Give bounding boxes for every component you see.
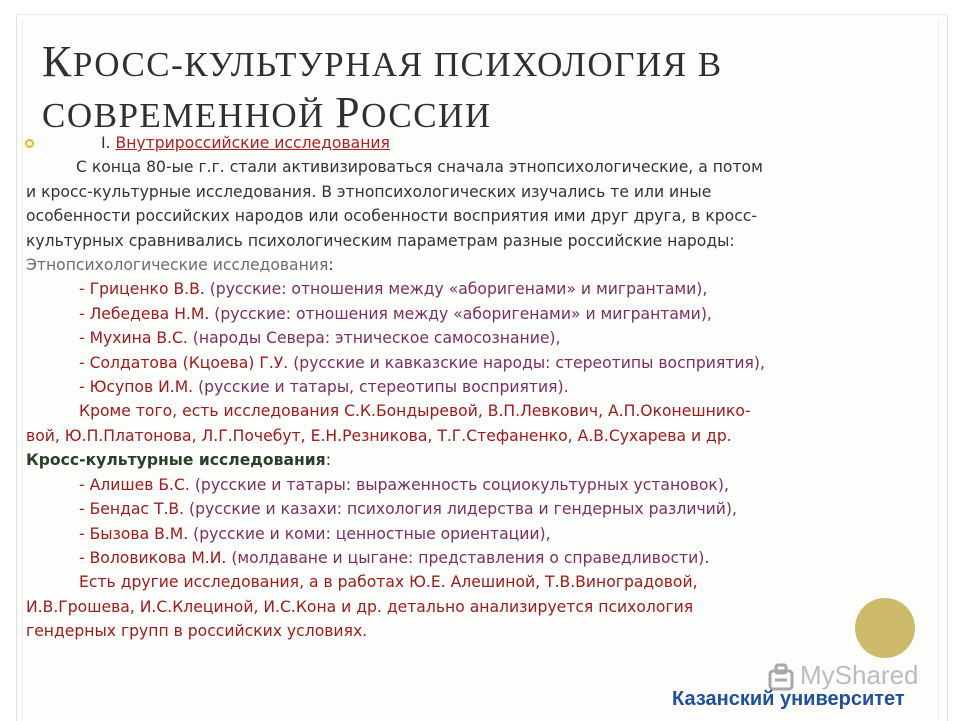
bullet-icon [25,139,34,148]
intro-line-3: особенности российских народов или особенности восприятия ими друг друга, в кросс- [26,207,757,226]
title-line2-rest: ОССИИ [361,96,492,135]
slide-title [42,38,912,140]
slide-body [26,131,926,644]
intro-line-4: культурных сравнивались психологическим параметрам разные российские народы: [26,231,735,250]
decorative-circle [855,598,915,658]
ethno-label-line [26,253,926,277]
also-line-1: Кроме того, есть исследования С.К.Бондыревой, В.П.Левкович, А.П.Оконешнико- [79,402,751,421]
researcher-name: - Бендас Т.В. [79,500,185,519]
researcher-name: - Гриценко В.В. [79,280,205,299]
title-cap-1: К [42,37,73,86]
cross-item [26,473,926,497]
ethno-item [26,302,926,326]
research-desc: (русские и казахи: психология лидерства и гендерных различий), [184,500,737,519]
watermark-text: MyShared [800,660,919,690]
research-desc: (русские и коми: ценностные ориентации), [188,524,551,543]
cross-label-line [26,448,926,472]
section-number: I. [101,134,116,152]
section-heading-line [26,131,926,155]
researcher-name: - Лебедева Н.М. [79,304,210,323]
research-desc: (русские и кавказские народы: стереотипы восприятия), [288,353,765,372]
research-desc: (русские: отношения между «аборигенами» и мигрантами), [209,304,712,323]
ethno-colon: : [328,256,334,275]
researcher-name: - Солдатова (Кцоева) Г.У. [79,353,289,372]
other-line-1: Есть другие исследования, а в работах Ю.Е. Алешиной, Т.В.Виноградовой, [79,573,698,592]
other-line-2: И.В.Грошева, И.С.Клециной, И.С.Кона и др. детально анализируется психология [26,597,694,616]
researcher-name: - Алишев Б.С. [79,475,190,494]
title-line2-pre: СОВРЕМЕННОЙ [42,96,336,135]
title-cap-2: Р [335,88,362,137]
researcher-name: - Мухина В.С. [79,329,188,348]
cross-label: Кросс-культурные исследования [26,451,326,470]
ethno-item [26,351,926,375]
research-desc: (молдаване и цыгане: представления о справедливости). [226,548,710,567]
cross-item [26,546,926,570]
research-desc: (народы Севера: этническое самосознание), [187,329,561,348]
research-desc: (русские и татары, стереотипы восприятия). [193,378,569,397]
ethno-label: Этнопсихологические исследования [26,256,329,275]
researcher-name: - Юсупов И.М. [79,378,194,397]
intro-line-2: и кросс-культурные исследования. В этнопсихологических изучались те или иные [26,182,712,201]
title-line1: РОСС-КУЛЬТУРНАЯ ПСИХОЛОГИЯ В [72,45,723,84]
footer-university: Казанский университет [672,688,905,710]
intro-line-1: С конца 80-ые г.г. стали активизироваться сначала этнопсихологические, а потом [76,158,763,177]
research-desc: (русские: отношения между «аборигенами» и мигрантами), [204,280,708,299]
cross-item [26,497,926,521]
research-desc: (русские и татары: выраженность социокультурных установок), [189,475,729,494]
other-line-3: гендерных групп в российских условиях. [26,622,368,641]
cross-colon: : [325,451,331,470]
section-heading: Внутрироссийские исследования [115,134,390,152]
ethno-item [26,375,926,399]
researcher-name: - Воловикова М.И. [79,548,227,567]
researcher-name: - Бызова В.М. [79,524,189,543]
also-line-2: вой, Ю.П.Платонова, Л.Г.Почебут, Е.Н.Резникова, Т.Г.Стефаненко, А.В.Сухарева и др. [26,426,732,445]
ethno-item [26,277,926,301]
ethno-item [26,326,926,350]
cross-item [26,522,926,546]
